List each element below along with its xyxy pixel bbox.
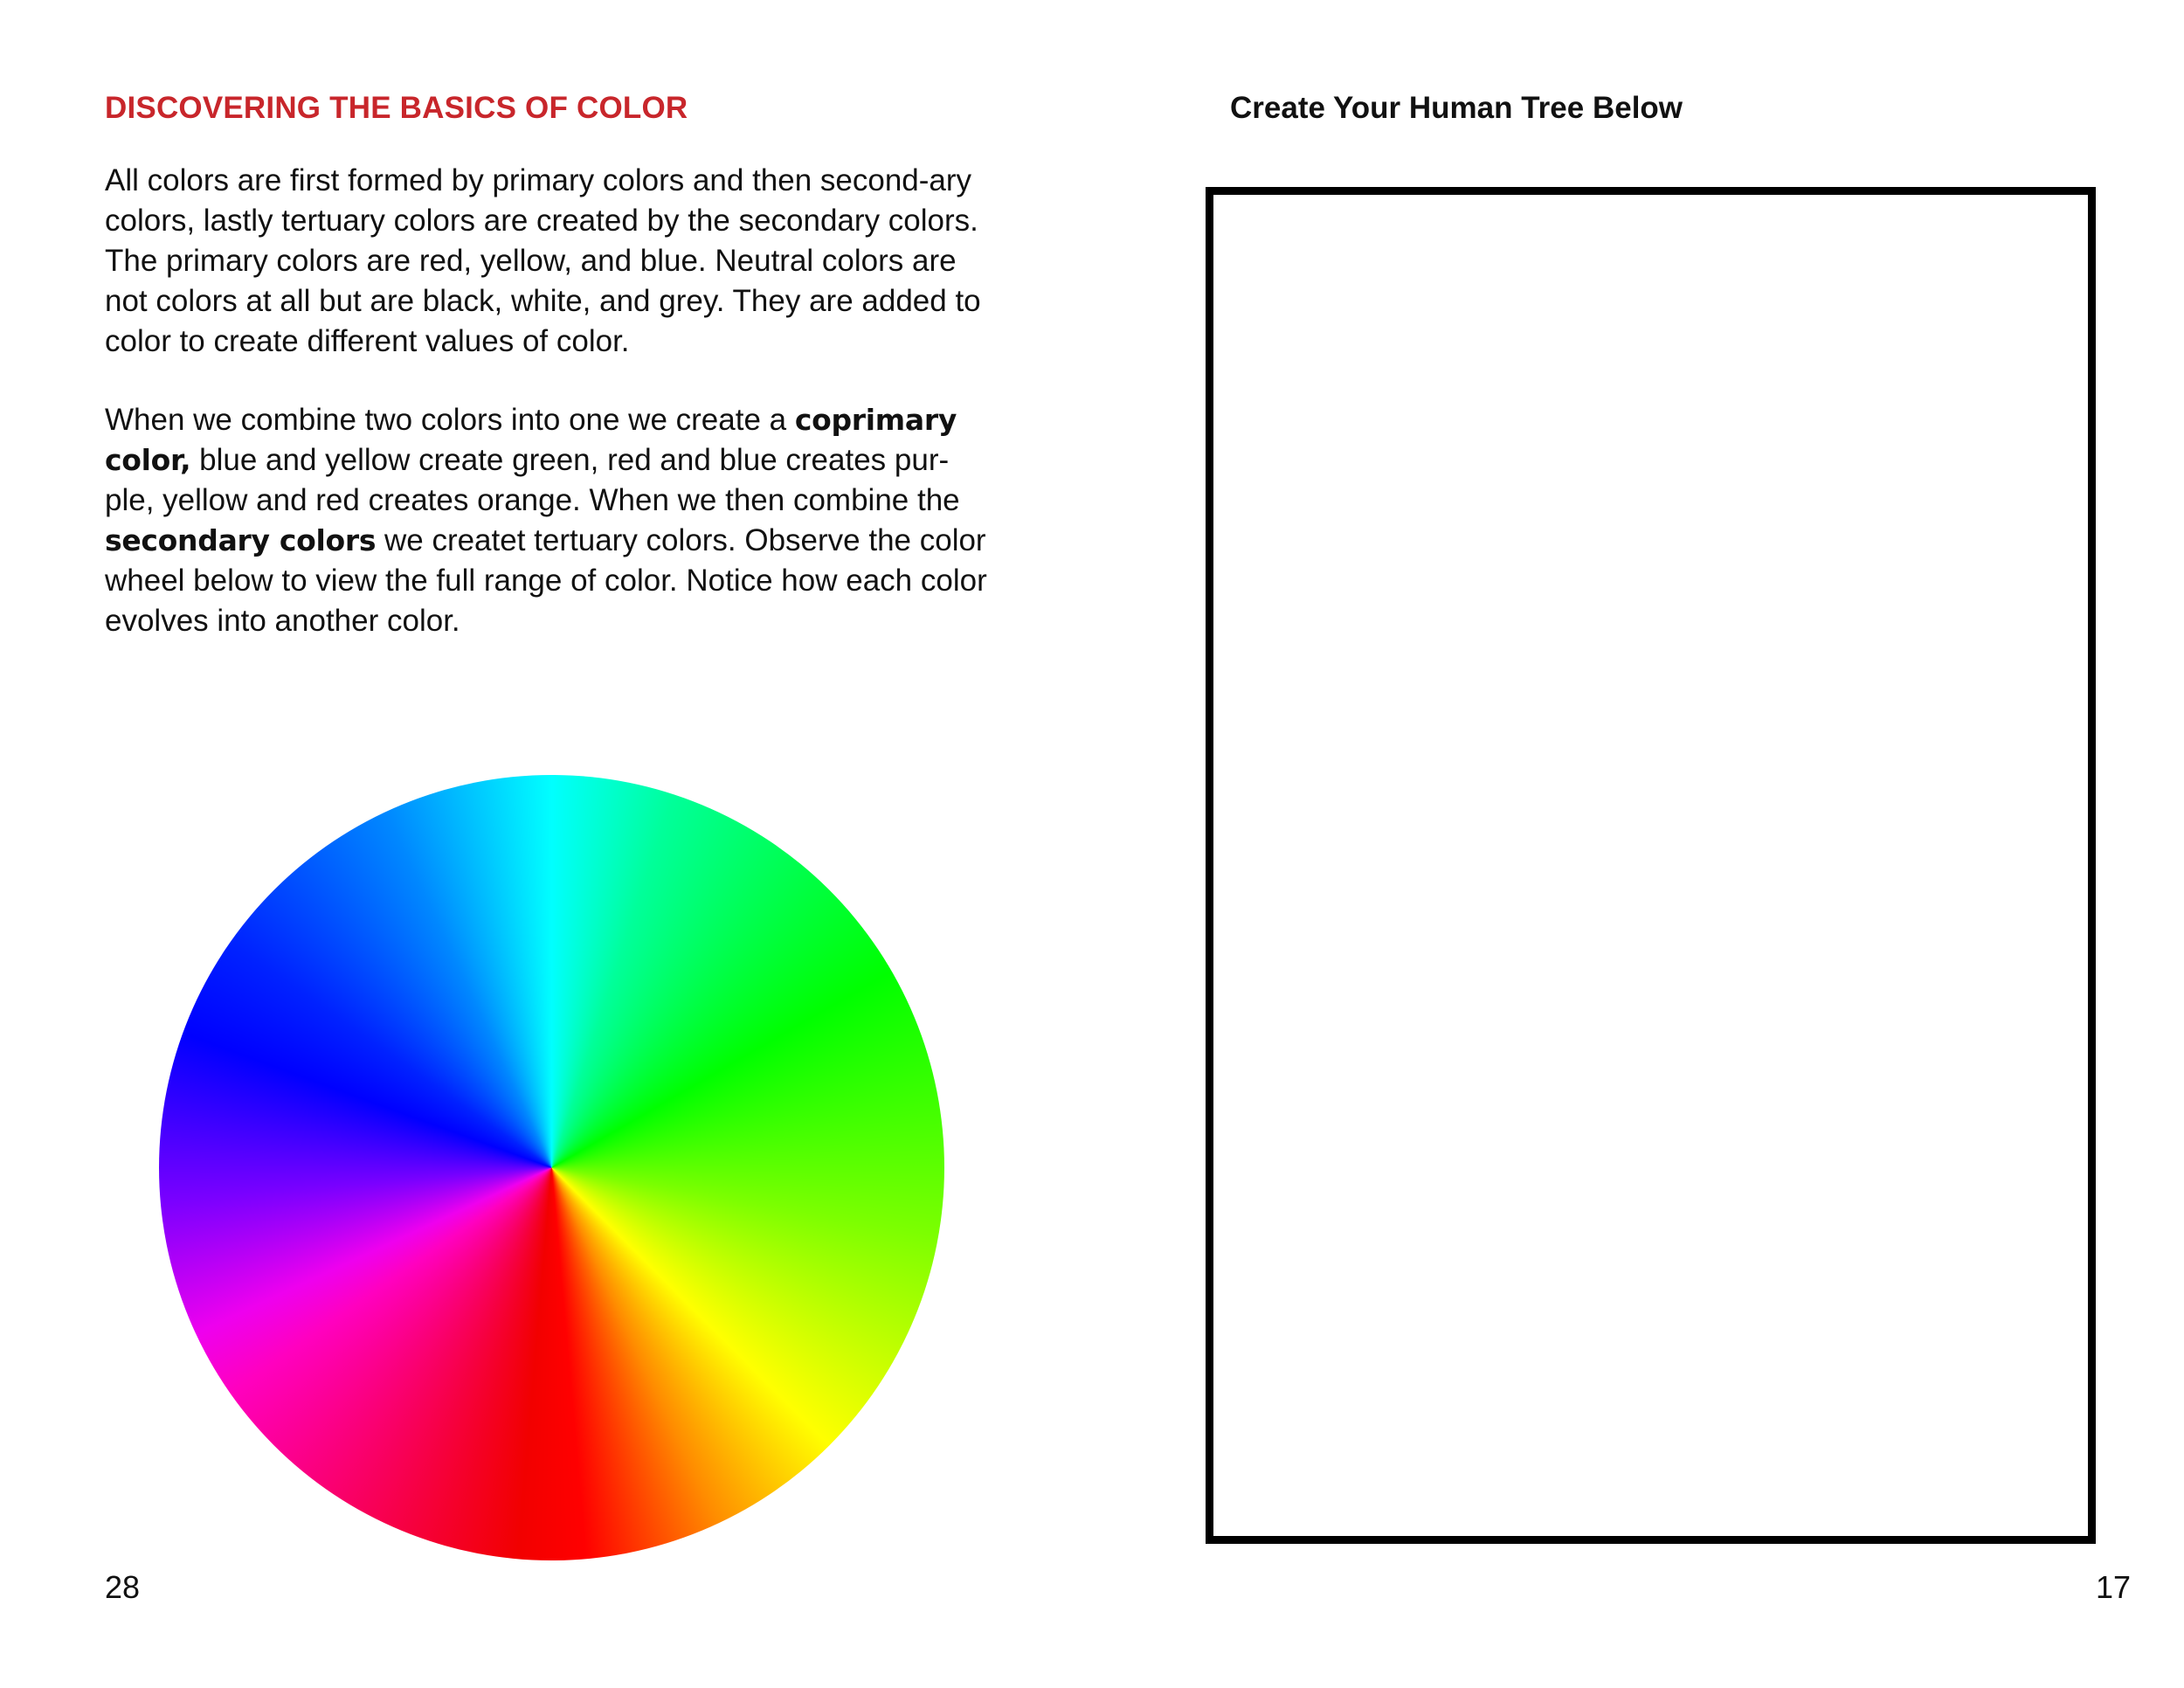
drawing-heading: Create Your Human Tree Below: [1230, 91, 1683, 125]
color-wheel-icon: [159, 775, 944, 1560]
paragraph-text: we createt tertuary colors. Observe the color wheel below to view the full range of color. Notice how each color evolves into another color.: [105, 523, 987, 638]
paragraph-text: blue and yellow create green, red and blue creates pur-ple, yellow and red creates orange. When we then combine the: [105, 443, 960, 517]
intro-paragraph: All colors are first formed by primary colors and then second-ary colors, lastly tertuary colors are created by the secondary colors. The primary colors are red, yellow, and blue. Neutral colors are not colors at all but are black, white, and grey. They are added to color to create different values of color.: [105, 163, 981, 358]
drawing-frame: [1206, 187, 2096, 1544]
paragraph-text: When we combine two colors into one we create a: [105, 403, 795, 437]
page-number-right: 17: [2095, 1569, 2131, 1605]
combination-paragraph: [105, 400, 996, 641]
section-title: DISCOVERING THE BASICS OF COLOR: [105, 91, 688, 125]
term-coprimary-color: coprimary color,: [105, 403, 957, 477]
page-number-left: 28: [105, 1569, 141, 1605]
term-secondary-colors: secondary colors: [105, 523, 377, 557]
right-page: [1092, 0, 2184, 1688]
